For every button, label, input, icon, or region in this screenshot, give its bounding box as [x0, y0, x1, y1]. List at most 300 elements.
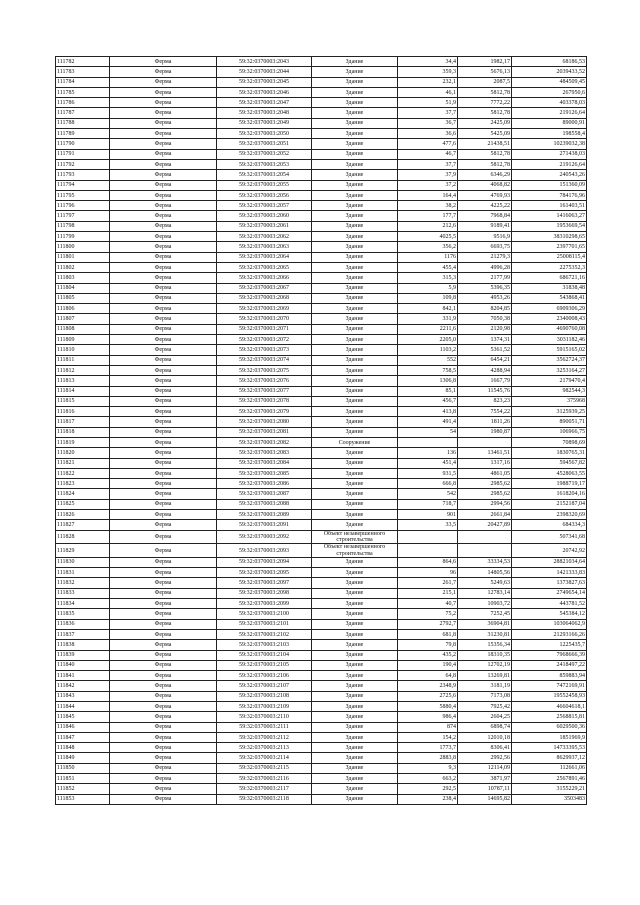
cadastral-value-cell: 890051,71 [512, 417, 587, 427]
table-row [56, 273, 587, 283]
cadastral-value-cell: 1988719,17 [512, 479, 587, 489]
row-number-cell: 111788 [56, 118, 110, 128]
unit-value-cell: 3871,97 [458, 774, 512, 784]
name-cell: Ферма [110, 732, 217, 742]
unit-value-cell: 5812,78 [458, 108, 512, 118]
object-type-cell: Здание [312, 417, 398, 427]
object-type-cell: Здание [312, 376, 398, 386]
name-cell: Ферма [110, 753, 217, 763]
row-number-cell: 111842 [56, 681, 110, 691]
name-cell: Ферма [110, 489, 217, 499]
name-cell: Ферма [110, 221, 217, 231]
area-cell: 1306,8 [398, 376, 458, 386]
cadastral-number-cell: 59:32:0370003:2060 [217, 211, 312, 221]
area-cell: 261,7 [398, 578, 458, 588]
unit-value-cell: 5812,78 [458, 87, 512, 97]
table-row [56, 732, 587, 742]
row-number-cell: 111804 [56, 283, 110, 293]
name-cell: Ферма [110, 252, 217, 262]
area-cell: 51,9 [398, 98, 458, 108]
table-row [56, 345, 587, 355]
cadastral-number-cell: 59:32:0370003:2078 [217, 396, 312, 406]
area-cell: 177,7 [398, 211, 458, 221]
name-cell: Ферма [110, 468, 217, 478]
row-number-cell: 111818 [56, 427, 110, 437]
table-row [56, 568, 587, 578]
cadastral-number-cell: 59:32:0370003:2111 [217, 722, 312, 732]
cadastral-number-cell: 59:32:0370003:2092 [217, 530, 312, 544]
row-number-cell: 111834 [56, 599, 110, 609]
name-cell: Ферма [110, 67, 217, 77]
name-cell: Ферма [110, 57, 217, 67]
table-row [56, 190, 587, 200]
row-number-cell: 111815 [56, 396, 110, 406]
unit-value-cell: 8306,41 [458, 743, 512, 753]
cadastral-number-cell: 59:32:0370003:2076 [217, 376, 312, 386]
cadastral-number-cell: 59:32:0370003:2118 [217, 794, 312, 804]
area-cell: 2205,0 [398, 335, 458, 345]
name-cell: Ферма [110, 510, 217, 520]
unit-value-cell: 14805,56 [458, 568, 512, 578]
table-row [56, 437, 587, 447]
object-type-cell: Здание [312, 427, 398, 437]
area-cell: 666,8 [398, 479, 458, 489]
cadastral-number-cell: 59:32:0370003:2045 [217, 77, 312, 87]
cadastral-number-cell: 59:32:0370003:2050 [217, 129, 312, 139]
name-cell: Ферма [110, 355, 217, 365]
cadastral-number-cell: 59:32:0370003:2102 [217, 629, 312, 639]
row-number-cell: 111817 [56, 417, 110, 427]
row-number-cell: 111792 [56, 159, 110, 169]
name-cell: Ферма [110, 232, 217, 242]
row-number-cell: 111802 [56, 262, 110, 272]
table-row [56, 314, 587, 324]
object-type-cell: Здание [312, 681, 398, 691]
table-row [56, 743, 587, 753]
area-cell [398, 544, 458, 558]
object-type-cell: Объект незавершенного строительства [312, 530, 398, 544]
object-type-cell: Здание [312, 159, 398, 169]
cadastral-number-cell: 59:32:0370003:2070 [217, 314, 312, 324]
area-cell: 190,4 [398, 660, 458, 670]
cadastral-number-cell: 59:32:0370003:2110 [217, 712, 312, 722]
table-row [56, 619, 587, 629]
row-number-cell: 111811 [56, 355, 110, 365]
unit-value-cell [458, 544, 512, 558]
cadastral-value-cell: 151360,09 [512, 180, 587, 190]
name-cell: Ферма [110, 530, 217, 544]
name-cell: Ферма [110, 407, 217, 417]
row-number-cell: 111795 [56, 190, 110, 200]
table-row [56, 159, 587, 169]
unit-value-cell: 2120,98 [458, 324, 512, 334]
cadastral-number-cell: 59:32:0370003:2106 [217, 671, 312, 681]
cadastral-number-cell: 59:32:0370003:2077 [217, 386, 312, 396]
table-row [56, 499, 587, 509]
cadastral-value-cell: 4690760,08 [512, 324, 587, 334]
cadastral-value-cell: 6029500,36 [512, 722, 587, 732]
name-cell: Ферма [110, 691, 217, 701]
object-type-cell: Здание [312, 396, 398, 406]
unit-value-cell: 3181,19 [458, 681, 512, 691]
area-cell: 2211,6 [398, 324, 458, 334]
area-cell: 2792,7 [398, 619, 458, 629]
name-cell: Ферма [110, 794, 217, 804]
cadastral-value-cell: 271438,03 [512, 149, 587, 159]
cadastral-number-cell: 59:32:0370003:2047 [217, 98, 312, 108]
table-row [56, 722, 587, 732]
name-cell: Ферма [110, 722, 217, 732]
table-row [56, 520, 587, 530]
table-row [56, 324, 587, 334]
table-row [56, 232, 587, 242]
table-row [56, 557, 587, 567]
object-type-cell: Здание [312, 293, 398, 303]
cadastral-value-cell: 70898,69 [512, 437, 587, 447]
cadastral-value-cell: 784176,96 [512, 190, 587, 200]
unit-value-cell: 8204,85 [458, 304, 512, 314]
unit-value-cell: 14695,82 [458, 794, 512, 804]
table-row [56, 753, 587, 763]
name-cell: Ферма [110, 376, 217, 386]
object-type-cell: Здание [312, 129, 398, 139]
table-row [56, 774, 587, 784]
unit-value-cell: 4068,82 [458, 180, 512, 190]
row-number-cell: 111789 [56, 129, 110, 139]
object-type-cell: Здание [312, 520, 398, 530]
area-cell [398, 437, 458, 447]
cadastral-value-cell: 484509,45 [512, 77, 587, 87]
object-type-cell: Здание [312, 753, 398, 763]
object-type-cell: Здание [312, 139, 398, 149]
row-number-cell: 111838 [56, 640, 110, 650]
cadastral-number-cell: 59:32:0370003:2055 [217, 180, 312, 190]
table-row [56, 458, 587, 468]
unit-value-cell: 20427,89 [458, 520, 512, 530]
row-number-cell: 111790 [56, 139, 110, 149]
table-row [56, 671, 587, 681]
area-cell: 232,1 [398, 77, 458, 87]
object-type-cell: Здание [312, 794, 398, 804]
row-number-cell: 111810 [56, 345, 110, 355]
cadastral-number-cell: 59:32:0370003:2074 [217, 355, 312, 365]
row-number-cell: 111847 [56, 732, 110, 742]
unit-value-cell: 4769,93 [458, 190, 512, 200]
area-cell: 36,6 [398, 129, 458, 139]
cadastral-number-cell: 59:32:0370003:2109 [217, 702, 312, 712]
table-row [56, 108, 587, 118]
table-row [56, 118, 587, 128]
area-cell: 64,8 [398, 671, 458, 681]
area-cell: 34,4 [398, 57, 458, 67]
object-type-cell: Здание [312, 499, 398, 509]
area-cell: 54 [398, 427, 458, 437]
row-number-cell: 111784 [56, 77, 110, 87]
cadastral-number-cell: 59:32:0370003:2086 [217, 479, 312, 489]
unit-value-cell: 15356,34 [458, 640, 512, 650]
object-type-cell: Здание [312, 57, 398, 67]
document-page [55, 56, 586, 805]
cadastral-number-cell: 59:32:0370003:2075 [217, 365, 312, 375]
cadastral-value-cell: 543868,41 [512, 293, 587, 303]
unit-value-cell: 4953,26 [458, 293, 512, 303]
table-row [56, 57, 587, 67]
table-row [56, 530, 587, 544]
name-cell: Ферма [110, 283, 217, 293]
object-type-cell: Здание [312, 702, 398, 712]
area-cell: 842,1 [398, 304, 458, 314]
unit-value-cell: 2087,5 [458, 77, 512, 87]
unit-value-cell: 5676,13 [458, 67, 512, 77]
cadastral-number-cell: 59:32:0370003:2043 [217, 57, 312, 67]
area-cell: 212,6 [398, 221, 458, 231]
area-cell: 413,8 [398, 407, 458, 417]
cadastral-value-cell: 982544,3 [512, 386, 587, 396]
area-cell: 456,7 [398, 396, 458, 406]
name-cell: Ферма [110, 273, 217, 283]
cadastral-number-cell: 59:32:0370003:2067 [217, 283, 312, 293]
table-row [56, 578, 587, 588]
row-number-cell: 111841 [56, 671, 110, 681]
area-cell: 315,3 [398, 273, 458, 283]
row-number-cell: 111808 [56, 324, 110, 334]
object-type-cell: Здание [312, 232, 398, 242]
cadastral-number-cell: 59:32:0370003:2103 [217, 640, 312, 650]
unit-value-cell: 6693,75 [458, 242, 512, 252]
table-row [56, 588, 587, 598]
unit-value-cell: 33334,53 [458, 557, 512, 567]
row-number-cell: 111813 [56, 376, 110, 386]
cadastral-number-cell: 59:32:0370003:2056 [217, 190, 312, 200]
name-cell: Ферма [110, 743, 217, 753]
cadastral-number-cell: 59:32:0370003:2081 [217, 427, 312, 437]
name-cell: Ферма [110, 180, 217, 190]
row-number-cell: 111799 [56, 232, 110, 242]
cadastral-number-cell: 59:32:0370003:2084 [217, 458, 312, 468]
cadastral-number-cell: 59:32:0370003:2048 [217, 108, 312, 118]
cadastral-value-cell: 1416063,27 [512, 211, 587, 221]
name-cell: Ферма [110, 671, 217, 681]
unit-value-cell: 1317,16 [458, 458, 512, 468]
name-cell: Ферма [110, 568, 217, 578]
row-number-cell: 111806 [56, 304, 110, 314]
table-row [56, 544, 587, 558]
row-number-cell: 111819 [56, 437, 110, 447]
object-type-cell: Здание [312, 774, 398, 784]
name-cell: Ферма [110, 712, 217, 722]
unit-value-cell: 7173,08 [458, 691, 512, 701]
object-type-cell: Здание [312, 149, 398, 159]
cadastral-value-cell: 46604618,1 [512, 702, 587, 712]
cadastral-value-cell: 403378,03 [512, 98, 587, 108]
area-cell: 718,7 [398, 499, 458, 509]
cadastral-value-cell: 375968 [512, 396, 587, 406]
unit-value-cell: 1667,79 [458, 376, 512, 386]
object-type-cell: Здание [312, 262, 398, 272]
name-cell: Ферма [110, 139, 217, 149]
cadastral-value-cell: 219126,64 [512, 108, 587, 118]
object-type-cell: Здание [312, 458, 398, 468]
unit-value-cell: 2661,84 [458, 510, 512, 520]
cadastral-number-cell: 59:32:0370003:2113 [217, 743, 312, 753]
object-type-cell: Здание [312, 691, 398, 701]
area-cell: 1176 [398, 252, 458, 262]
name-cell: Ферма [110, 314, 217, 324]
area-cell: 356,2 [398, 242, 458, 252]
row-number-cell: 111787 [56, 108, 110, 118]
object-type-cell: Здание [312, 629, 398, 639]
row-number-cell: 111824 [56, 489, 110, 499]
unit-value-cell: 12010,18 [458, 732, 512, 742]
cadastral-number-cell: 59:32:0370003:2069 [217, 304, 312, 314]
cadastral-value-cell: 3253164,27 [512, 365, 587, 375]
row-number-cell: 111845 [56, 712, 110, 722]
area-cell [398, 530, 458, 544]
cadastral-value-cell: 103064062,9 [512, 619, 587, 629]
object-type-cell: Здание [312, 784, 398, 794]
area-cell: 37,7 [398, 159, 458, 169]
table-row [56, 510, 587, 520]
object-type-cell: Здание [312, 77, 398, 87]
cadastral-value-cell: 2275352,3 [512, 262, 587, 272]
cadastral-value-cell: 2179470,4 [512, 376, 587, 386]
name-cell: Ферма [110, 118, 217, 128]
cadastral-number-cell: 59:32:0370003:2071 [217, 324, 312, 334]
unit-value-cell: 31230,81 [458, 629, 512, 639]
cadastral-value-cell: 4528063,55 [512, 468, 587, 478]
row-number-cell: 111794 [56, 180, 110, 190]
cadastral-value-cell: 3503483 [512, 794, 587, 804]
cadastral-value-cell: 2567891,46 [512, 774, 587, 784]
name-cell: Ферма [110, 437, 217, 447]
cadastral-value-cell: 3125939,25 [512, 407, 587, 417]
cadastral-number-cell: 59:32:0370003:2112 [217, 732, 312, 742]
cadastral-value-cell: 1618204,16 [512, 489, 587, 499]
object-type-cell: Сооружение [312, 437, 398, 447]
name-cell: Ферма [110, 557, 217, 567]
cadastral-value-cell: 8629937,12 [512, 753, 587, 763]
cadastral-value-cell: 1373827,63 [512, 578, 587, 588]
cadastral-value-cell: 6909306,29 [512, 304, 587, 314]
row-number-cell: 111830 [56, 557, 110, 567]
cadastral-number-cell: 59:32:0370003:2099 [217, 599, 312, 609]
cadastral-number-cell: 59:32:0370003:2080 [217, 417, 312, 427]
table-row [56, 149, 587, 159]
name-cell: Ферма [110, 640, 217, 650]
cadastral-number-cell: 59:32:0370003:2053 [217, 159, 312, 169]
object-type-cell: Здание [312, 67, 398, 77]
table-row [56, 201, 587, 211]
row-number-cell: 111798 [56, 221, 110, 231]
row-number-cell: 111823 [56, 479, 110, 489]
cadastral-number-cell: 59:32:0370003:2101 [217, 619, 312, 629]
name-cell: Ферма [110, 242, 217, 252]
table-row [56, 335, 587, 345]
cadastral-value-cell: 3031182,46 [512, 335, 587, 345]
area-cell: 46,1 [398, 87, 458, 97]
table-row [56, 252, 587, 262]
cadastral-number-cell: 59:32:0370003:2046 [217, 87, 312, 97]
row-number-cell: 111853 [56, 794, 110, 804]
table-row [56, 365, 587, 375]
unit-value-cell: 9189,41 [458, 221, 512, 231]
object-type-cell: Здание [312, 468, 398, 478]
area-cell: 215,1 [398, 588, 458, 598]
area-cell: 154,2 [398, 732, 458, 742]
row-number-cell: 111782 [56, 57, 110, 67]
cadastral-number-cell: 59:32:0370003:2091 [217, 520, 312, 530]
cadastral-value-cell: 25008115,4 [512, 252, 587, 262]
unit-value-cell: 7925,42 [458, 702, 512, 712]
cadastral-number-cell: 59:32:0370003:2072 [217, 335, 312, 345]
cadastral-number-cell: 59:32:0370003:2108 [217, 691, 312, 701]
unit-value-cell: 7050,38 [458, 314, 512, 324]
table-row [56, 170, 587, 180]
object-type-cell: Здание [312, 599, 398, 609]
registry-table [55, 56, 587, 805]
table-row [56, 211, 587, 221]
cadastral-number-cell: 59:32:0370003:2093 [217, 544, 312, 558]
unit-value-cell: 12783,14 [458, 588, 512, 598]
table-row [56, 660, 587, 670]
object-type-cell: Здание [312, 743, 398, 753]
area-cell: 292,5 [398, 784, 458, 794]
name-cell: Ферма [110, 77, 217, 87]
name-cell: Ферма [110, 417, 217, 427]
area-cell: 37,7 [398, 108, 458, 118]
row-number-cell: 111843 [56, 691, 110, 701]
area-cell: 238,4 [398, 794, 458, 804]
object-type-cell: Здание [312, 386, 398, 396]
object-type-cell: Здание [312, 650, 398, 660]
row-number-cell: 111791 [56, 149, 110, 159]
table-row [56, 67, 587, 77]
row-number-cell: 111831 [56, 568, 110, 578]
name-cell: Ферма [110, 544, 217, 558]
cadastral-number-cell: 59:32:0370003:2063 [217, 242, 312, 252]
unit-value-cell: 4861,05 [458, 468, 512, 478]
area-cell: 874 [398, 722, 458, 732]
name-cell: Ферма [110, 650, 217, 660]
table-row [56, 468, 587, 478]
table-row [56, 129, 587, 139]
area-cell: 1773,7 [398, 743, 458, 753]
cadastral-number-cell: 59:32:0370003:2089 [217, 510, 312, 520]
name-cell: Ферма [110, 629, 217, 639]
cadastral-value-cell: 19552458,93 [512, 691, 587, 701]
cadastral-value-cell: 14733395,53 [512, 743, 587, 753]
row-number-cell: 111828 [56, 530, 110, 544]
unit-value-cell: 1980,87 [458, 427, 512, 437]
cadastral-number-cell: 59:32:0370003:2054 [217, 170, 312, 180]
table-row [56, 599, 587, 609]
name-cell: Ферма [110, 170, 217, 180]
area-cell: 542 [398, 489, 458, 499]
object-type-cell: Здание [312, 609, 398, 619]
name-cell: Ферма [110, 588, 217, 598]
object-type-cell: Здание [312, 763, 398, 773]
cadastral-number-cell: 59:32:0370003:2100 [217, 609, 312, 619]
name-cell: Ферма [110, 345, 217, 355]
object-type-cell: Здание [312, 201, 398, 211]
cadastral-value-cell: 28821034,64 [512, 557, 587, 567]
name-cell: Ферма [110, 774, 217, 784]
unit-value-cell: 2992,56 [458, 753, 512, 763]
object-type-cell: Здание [312, 283, 398, 293]
unit-value-cell: 2177,99 [458, 273, 512, 283]
cadastral-value-cell: 21293166,26 [512, 629, 587, 639]
cadastral-value-cell: 2340008,43 [512, 314, 587, 324]
